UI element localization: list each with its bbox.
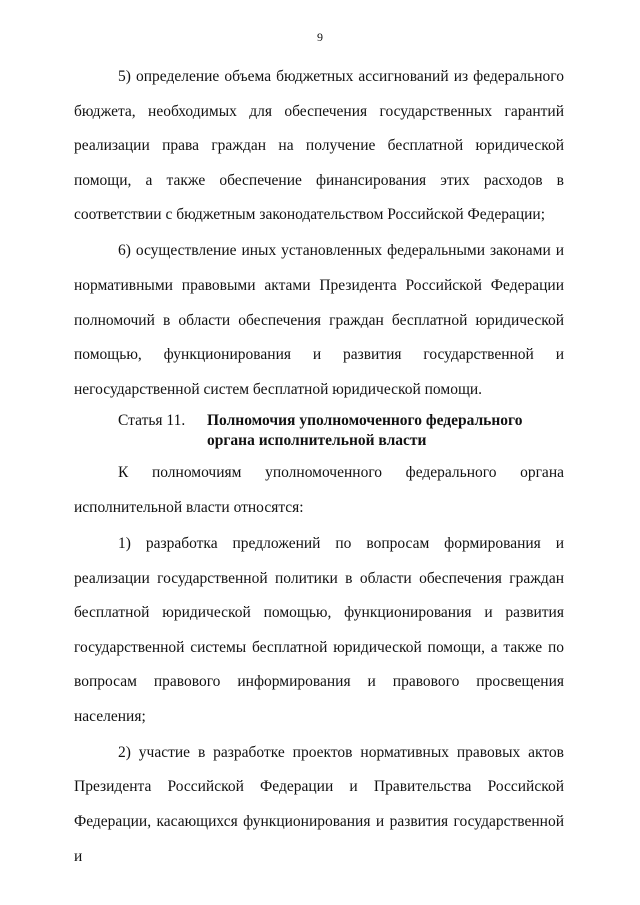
document-body — [74, 60, 564, 876]
paragraph-item-6: 6) осуществление иных установленных федеральными законами и нормативными правовыми актами Президента Российской Федерации полномочий в области обеспечения граждан бесплатной юридической помощью, функционирования и развития государственной и негосударственной систем бесплатной юридической помощи. — [74, 242, 564, 398]
paragraph-item-2: 2) участие в разработке проектов нормативных правовых актов Президента Российской Федерации и Правительства Российской Федерации, касающихся функционирования и развития государственной и — [74, 743, 564, 865]
page-number: 9 — [317, 30, 323, 44]
article-number: Статья 11. — [118, 412, 186, 430]
paragraph-intro: К полномочиям уполномоченного федерального органа исполнительной власти относятся: — [74, 464, 564, 516]
article-heading — [74, 411, 564, 451]
article-title: Полномочия уполномоченного федерального органа исполнительной власти — [207, 412, 523, 450]
paragraph-item-5: 5) определение объема бюджетных ассигнований из федерального бюджета, необходимых для обеспечения государственных гарантий реализации права граждан на получение бесплатной юридической помощи, а также обеспечение финансирования этих расходов в соответствии с бюджетным законодательством Российской Федерации; — [74, 68, 564, 224]
paragraph-item-1: 1) разработка предложений по вопросам формирования и реализации государственной политики в области обеспечения граждан бесплатной юридической помощью, функционирования и развития государственной системы бесплатной юридической помощи, а также по вопросам правового информирования и правового просвещения населения; — [74, 534, 564, 725]
